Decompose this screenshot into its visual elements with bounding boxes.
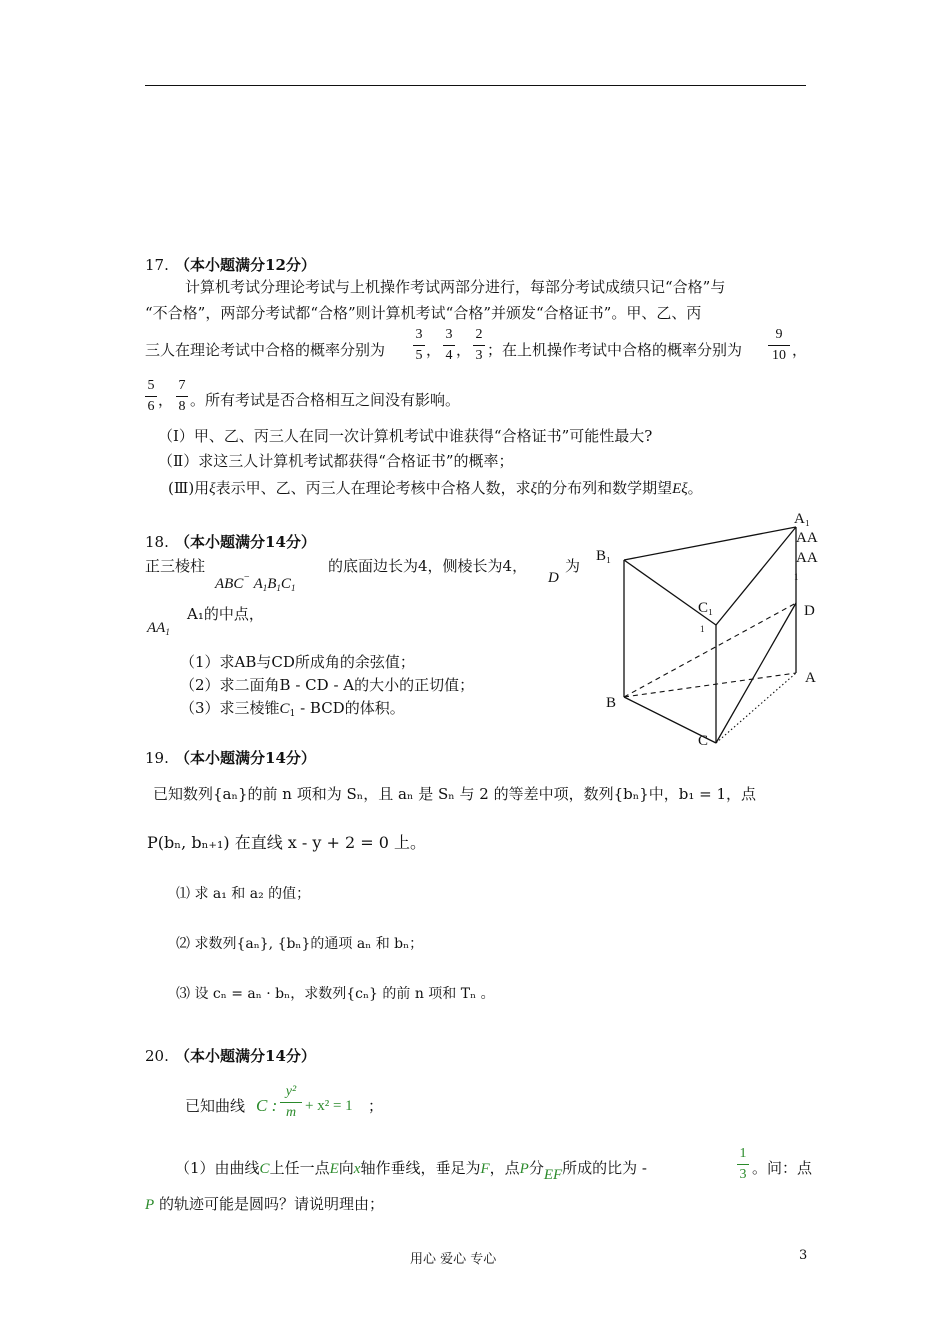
q17-comma-2: ， [456, 341, 472, 359]
q19-line2: P(bₙ, bₙ₊₁) 在直线 x - y + 2 = 0 上。 [147, 833, 427, 852]
q18-title: （本小题满分14分） [175, 533, 316, 551]
fig-label-c1: C₁ [698, 600, 714, 616]
edge-b1-a1 [624, 527, 796, 560]
fig-label-aa-2: AA [796, 550, 818, 566]
q20-equation-rest: + x² = 1 [305, 1098, 353, 1114]
q18-sub3: （3）求三棱锥$C_1$ - BCD的体积。 [180, 699, 405, 719]
edge-c-d [716, 603, 796, 743]
q18-prism-name: ABC− $A_1B_1C_1$ [215, 572, 296, 593]
q18-point-d: D [548, 570, 559, 586]
q17-number: 17. [145, 256, 169, 274]
q19-sub2: ⑵ 求数列{aₙ}, {bₙ}的通项 aₙ 和 bₙ； [176, 936, 424, 952]
q19-line1: 已知数列{aₙ}的前 n 项和为 Sₙ，且 aₙ 是 Sₙ 与 2 的等差中项，数列{bₙ}中，b₁ = 1，点 [153, 785, 757, 803]
q17-comma-1: ， [426, 341, 442, 359]
q17-comma-3: ， [792, 341, 808, 359]
q19-title: （本小题满分14分） [175, 749, 316, 767]
q18-number: 18. [145, 533, 169, 551]
q17-comma-4: ， [158, 391, 174, 409]
q20-part1-line2: P 的轨迹可能是圆吗？请说明理由； [145, 1195, 384, 1213]
q17-fraction-5: 5 6 [145, 378, 157, 415]
q17-fraction-6: 7 8 [176, 378, 188, 415]
q18-sub1: （1）求AB与CD所成角的余弦值； [180, 653, 415, 671]
fig-label-d: D [804, 603, 815, 619]
q17-fraction-1: 3 5 [413, 327, 425, 364]
q17-line3b: ；在上机操作考试中合格的概率分别为 [487, 341, 743, 359]
fig-label-b1: B₁ [596, 548, 612, 564]
q20-curve-c: C : [256, 1096, 278, 1115]
q20-ratio-fraction: 1 3 [737, 1146, 749, 1183]
page-footer: 用心 爱心 专心 [410, 1252, 497, 1267]
q20-fraction-y2-m: y² m [280, 1084, 302, 1121]
q20-line1-start: 已知曲线 [185, 1097, 246, 1115]
fig-label-b: B [606, 695, 617, 711]
q17-line2: “不合格”，两部分考试都“合格”则计算机考试“合格”并颁发“合格证书”。甲、乙、丙 [145, 304, 702, 322]
q19-number: 19. [145, 749, 169, 767]
fig-label-one-a: 1 [794, 572, 799, 582]
q17-line3a: 三人在理论考试中合格的概率分别为 [145, 341, 386, 359]
q18-line1-end: 为 [565, 557, 581, 575]
q18-sub2: （2）求二面角B - CD - A的大小的正切值； [180, 676, 475, 694]
page-number: 3 [799, 1248, 808, 1263]
q17-part1: （Ⅰ）甲、乙、丙三人在同一次计算机考试中谁获得“合格证书”可能性最大? [158, 427, 653, 445]
q17-line4: 。所有考试是否合格相互之间没有影响。 [190, 391, 461, 409]
fig-label-a1: A₁ [794, 511, 811, 527]
q18-line1-start: 正三棱柱 [145, 557, 206, 575]
fig-label-one-b: 1 [700, 624, 705, 634]
q18-midpoint-text: A₁的中点， [187, 605, 264, 623]
q17-fraction-3: 2 3 [473, 327, 485, 364]
q19-sub1: ⑴ 求 a₁ 和 a₂ 的值； [176, 886, 311, 902]
edge-c1-a1 [716, 527, 796, 625]
q19-sub3: ⑶ 设 cₙ = aₙ · bₙ，求数列{cₙ} 的前 n 项和 Tₙ 。 [176, 986, 495, 1002]
q18-edge-aa1: $AA_1$ [147, 620, 170, 637]
fig-label-c: C [698, 733, 709, 749]
fig-label-aa-1: AA [796, 530, 818, 546]
q20-line1-end: ； [368, 1097, 384, 1115]
q17-title: （本小题满分12分） [175, 256, 316, 274]
q17-part3: (Ⅲ)用ξ表示甲、乙、丙三人在理论考核中合格人数，求ξ的分布列和数学期望Eξ。 [168, 479, 703, 497]
q18-line1-mid: 的底面边长为4，侧棱长为4， [328, 557, 528, 575]
q17-part2: （Ⅱ）求这三人计算机考试都获得“合格证书”的概率； [158, 452, 514, 470]
header-rule [145, 85, 806, 86]
q17-fraction-4: 9 10 [768, 327, 790, 364]
q17-line1: 计算机考试分理论考试与上机操作考试两部分进行，每部分考试成绩只记“合格”与 [185, 278, 726, 296]
q20-title: （本小题满分14分） [175, 1047, 316, 1065]
edge-b-a-hidden [624, 673, 796, 697]
q20-part1: （1）由曲线C上任一点E向x轴作垂线，垂足为F，点P分EF所成的比为 - [175, 1159, 647, 1183]
fig-label-a: A [805, 670, 816, 686]
q20-number: 20. [145, 1047, 169, 1065]
q17-fraction-2: 3 4 [443, 327, 455, 364]
q20-part1-end: 。问：点 [752, 1159, 813, 1177]
edge-c-a-hidden [716, 673, 796, 743]
edge-b-d-hidden [624, 603, 796, 697]
